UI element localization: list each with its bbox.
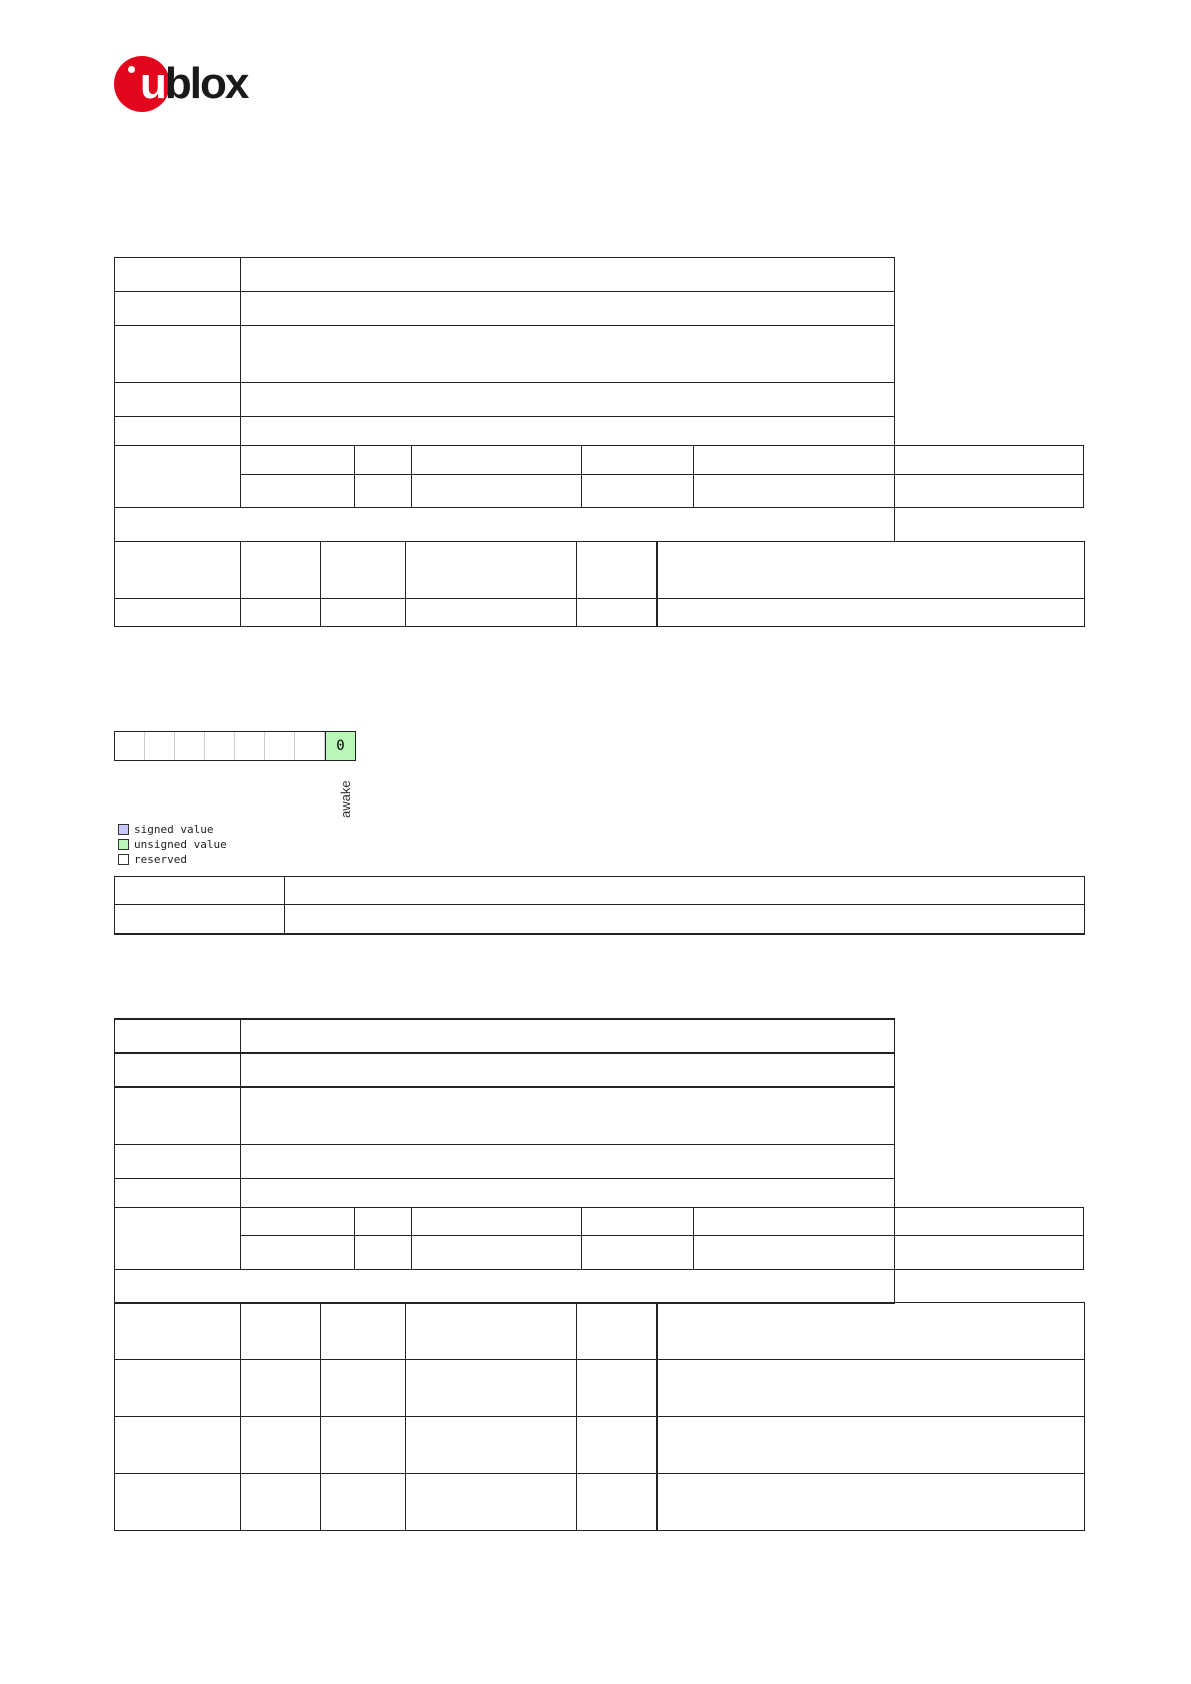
table-cell [115,1474,241,1531]
table-cell [241,1417,321,1474]
table-row [115,326,1084,383]
logo-dot [128,66,135,73]
table-cell [115,1144,241,1178]
table-cell [241,475,355,508]
table-cell [241,1019,895,1053]
table-cell [577,1303,657,1360]
table-cell [321,1360,406,1417]
table-cell [406,1417,577,1474]
table-cell [694,475,895,508]
table-row [115,905,1085,934]
payload-table-1 [114,541,1085,627]
table-cell [241,1178,895,1207]
table-cell [115,1053,241,1087]
table-cell [406,1474,577,1531]
table-row [115,1360,1085,1417]
table-cell [657,1474,1085,1531]
table-cell [115,599,241,627]
table-row [115,1269,1084,1303]
table-cell [577,1417,657,1474]
table-cell [582,475,694,508]
table-cell [241,326,895,383]
table-cell [241,1235,355,1269]
table-cell [241,1087,895,1144]
table-row [115,258,1084,292]
table-cell [115,258,241,292]
table-row [115,542,1085,599]
table-cell [115,1269,895,1303]
legend-label: signed value [134,823,214,836]
logo-wordmark: ublox [140,59,248,108]
table-cell [241,1053,895,1087]
table-row [115,599,1085,627]
legend-swatch-signed [118,824,129,835]
legend-swatch-unsigned [118,839,129,850]
bitfield-bit [265,732,295,760]
table-cell [321,542,406,599]
table-cell [412,1207,582,1235]
table-cell [241,258,895,292]
legend-label: unsigned value [134,838,227,851]
table-cell [115,383,241,417]
table-cell [657,1417,1085,1474]
table-cell [406,1360,577,1417]
table-row [115,1417,1085,1474]
table-row [115,475,1084,508]
table-row [115,383,1084,417]
table-cell [241,599,321,627]
table-cell [285,905,1085,934]
bitfield-bit [295,732,325,760]
bitfield-description-table [114,876,1085,935]
table-cell [355,475,412,508]
legend-item-unsigned [118,837,227,852]
table-row [115,1087,1084,1144]
table-cell [115,1178,241,1207]
table-row [115,1178,1084,1207]
bitfield-bit-awake: 0 [325,732,355,760]
table-cell [241,383,895,417]
table-cell [412,1235,582,1269]
bitfield-label-awake: awake [338,780,353,818]
table-cell [582,1207,694,1235]
table-cell [577,1474,657,1531]
table-cell [577,599,657,627]
table-cell [694,446,895,475]
table-cell [241,1474,321,1531]
table-cell [895,446,1084,475]
table-cell [241,542,321,599]
table-cell [115,508,895,542]
legend-label: reserved [134,853,187,866]
bitfield-bit [205,732,235,760]
table-cell [577,1360,657,1417]
table-cell [241,1207,355,1235]
table-cell [241,446,355,475]
table-cell [115,417,241,446]
legend-item-signed [118,822,227,837]
table-cell [241,417,895,446]
table-row [115,1207,1084,1235]
table-cell [406,542,577,599]
legend-item-reserved [118,852,227,867]
table-cell [285,877,1085,905]
table-cell [355,446,412,475]
table-row [115,1053,1084,1087]
table-cell [657,542,1085,599]
bitfield-bit [235,732,265,760]
table-row [115,1235,1084,1269]
table-row [115,417,1084,446]
table-cell [582,1235,694,1269]
table-cell [321,1303,406,1360]
table-cell [577,542,657,599]
table-cell [241,1144,895,1178]
payload-table-2 [114,1302,1085,1531]
table-cell [895,1235,1084,1269]
table-cell [406,1303,577,1360]
table-row [115,1144,1084,1178]
table-cell [582,446,694,475]
bitfield-diagram [114,731,356,761]
bitfield-bit [175,732,205,760]
table-cell [115,1303,241,1360]
table-cell [412,446,582,475]
table-cell [321,1417,406,1474]
table-row [115,1303,1085,1360]
table-cell [115,1360,241,1417]
message-table-1 [114,257,1084,542]
table-cell [115,1417,241,1474]
bitfield-bit [115,732,145,760]
legend-swatch-reserved [118,854,129,865]
table-cell [657,1303,1085,1360]
table-cell [115,877,285,905]
table-row [115,1474,1085,1531]
table-cell [321,1474,406,1531]
table-cell [115,905,285,934]
table-cell [657,599,1085,627]
table-cell [355,1235,412,1269]
table-cell [115,542,241,599]
table-cell [406,599,577,627]
table-cell [115,1207,241,1269]
table-cell [241,1303,321,1360]
table-cell [355,1207,412,1235]
table-row [115,877,1085,905]
table-cell [115,326,241,383]
table-cell [241,1360,321,1417]
table-cell [115,292,241,326]
bitfield-label [334,770,354,820]
table-row [115,508,1084,542]
bitfield-bit [145,732,175,760]
table-cell [895,475,1084,508]
table-cell [657,1360,1085,1417]
ublox-logo [114,56,264,116]
table-row [115,1019,1084,1053]
bitfield-legend [118,822,227,867]
table-row [115,446,1084,475]
table-cell [412,475,582,508]
table-cell [694,1207,895,1235]
table-cell [895,1207,1084,1235]
table-cell [694,1235,895,1269]
table-cell [115,1019,241,1053]
table-cell [115,446,241,508]
table-row [115,292,1084,326]
message-table-2 [114,1018,1084,1304]
table-cell [241,292,895,326]
table-cell [115,1087,241,1144]
table-cell [321,599,406,627]
